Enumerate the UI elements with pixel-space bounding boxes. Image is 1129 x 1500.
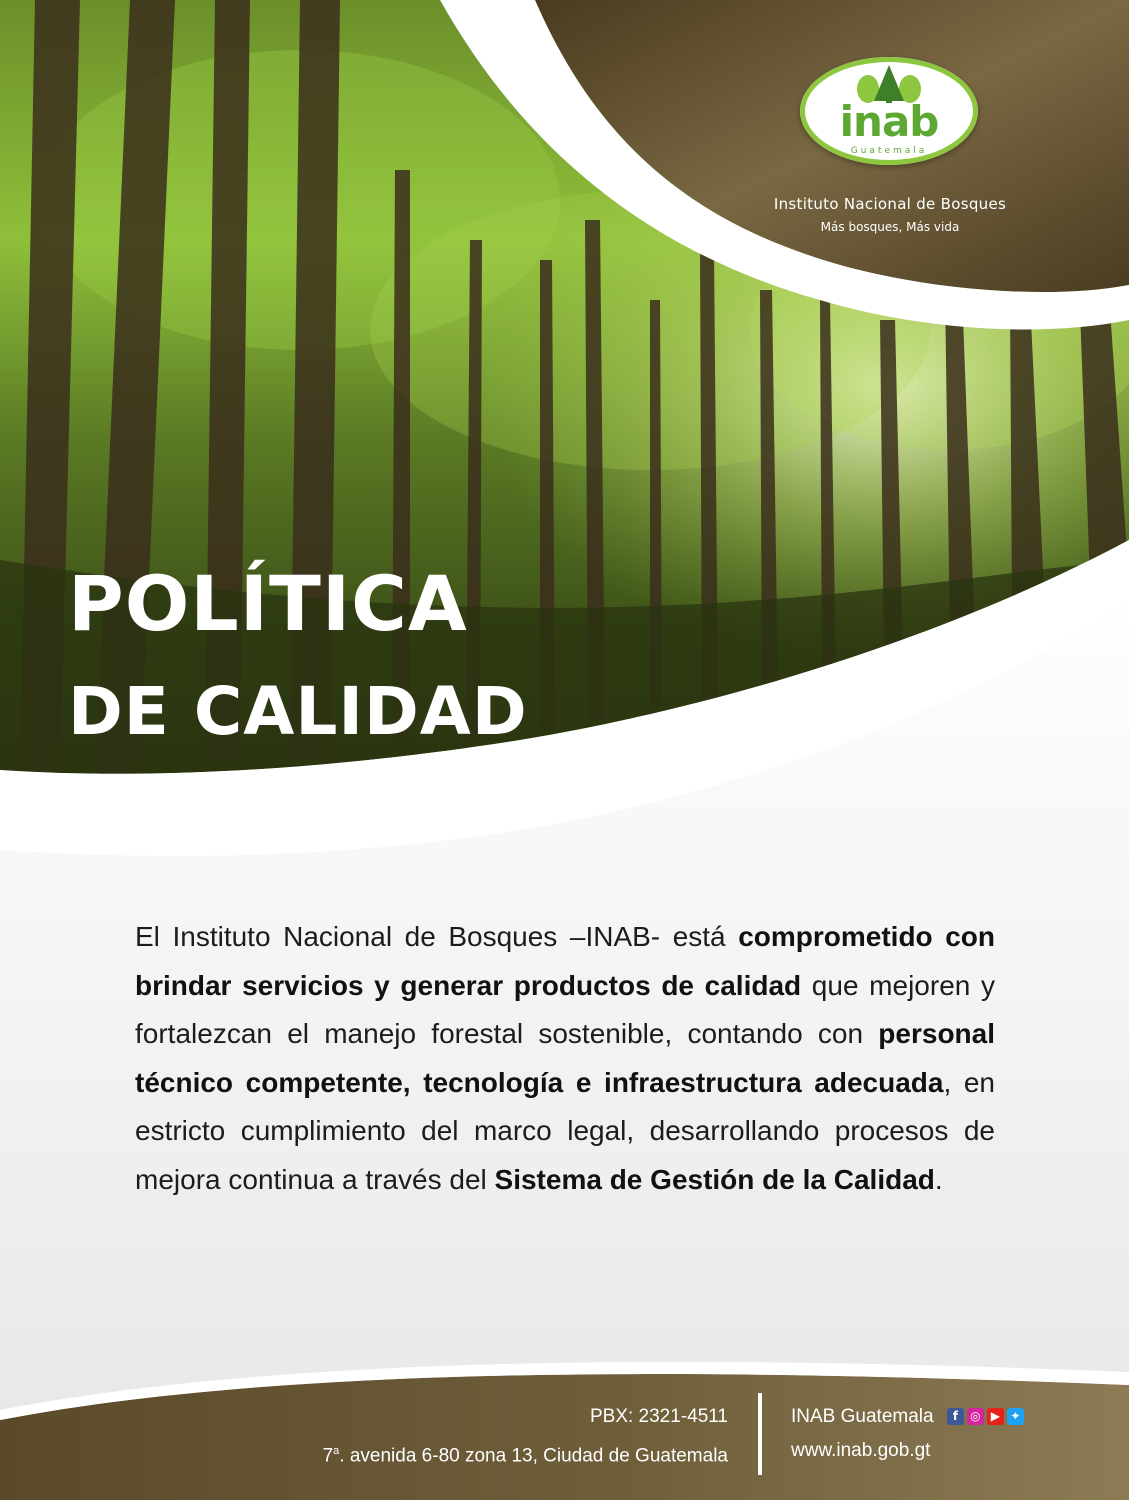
inab-logo xyxy=(800,57,978,165)
address-superscript: a xyxy=(333,1445,340,1457)
facebook-icon[interactable]: f xyxy=(947,1408,964,1425)
page-title-line2: DE CALIDAD xyxy=(68,673,528,750)
statement-text-1: El Instituto Nacional de Bosques –INAB- está xyxy=(135,921,739,952)
twitter-icon[interactable]: ✦ xyxy=(1007,1408,1024,1425)
statement-bold-3: Sistema de Gestión de la Calidad xyxy=(494,1163,935,1195)
social-icons xyxy=(947,1400,1027,1434)
social-info xyxy=(791,1400,1111,1468)
website-link[interactable]: www.inab.gob.gt xyxy=(791,1440,931,1462)
pbx-number: PBX: 2321-4511 xyxy=(589,1406,728,1427)
address-text: . avenida 6-80 zona 13, Ciudad de Guatemala xyxy=(339,1445,728,1467)
social-handle: INAB Guatemala xyxy=(791,1406,934,1428)
contact-info xyxy=(180,1400,728,1473)
instagram-icon[interactable]: ◎ xyxy=(967,1408,984,1425)
statement-bold-2: personal técnico competente, tecnología e infraestructura adecuada xyxy=(135,1018,995,1098)
logo-country: Guatemala xyxy=(850,146,928,156)
address-number: 7 xyxy=(322,1445,334,1467)
address xyxy=(180,1434,728,1473)
statement-text-2: que mejoren y fortalezcan el manejo forestal sostenible, contando con xyxy=(135,969,995,1049)
logo-word: inab xyxy=(839,97,939,146)
policy-statement xyxy=(135,913,995,1204)
social-row xyxy=(791,1400,1111,1434)
page-title-line1: POLÍTICA xyxy=(68,559,468,648)
statement-text-3: , en estricto cumplimiento del marco legal, desarrollando procesos de mejora continua a través del xyxy=(135,1066,996,1195)
youtube-icon[interactable]: ▶ xyxy=(987,1408,1004,1425)
footer-divider xyxy=(758,1393,762,1475)
statement-bold-1: comprometido con brindar servicios y generar productos de calidad xyxy=(135,921,996,1001)
org-name: Instituto Nacional de Bosques xyxy=(773,195,1007,213)
org-slogan: Más bosques, Más vida xyxy=(820,220,960,234)
statement-text-4: . xyxy=(934,1163,943,1195)
